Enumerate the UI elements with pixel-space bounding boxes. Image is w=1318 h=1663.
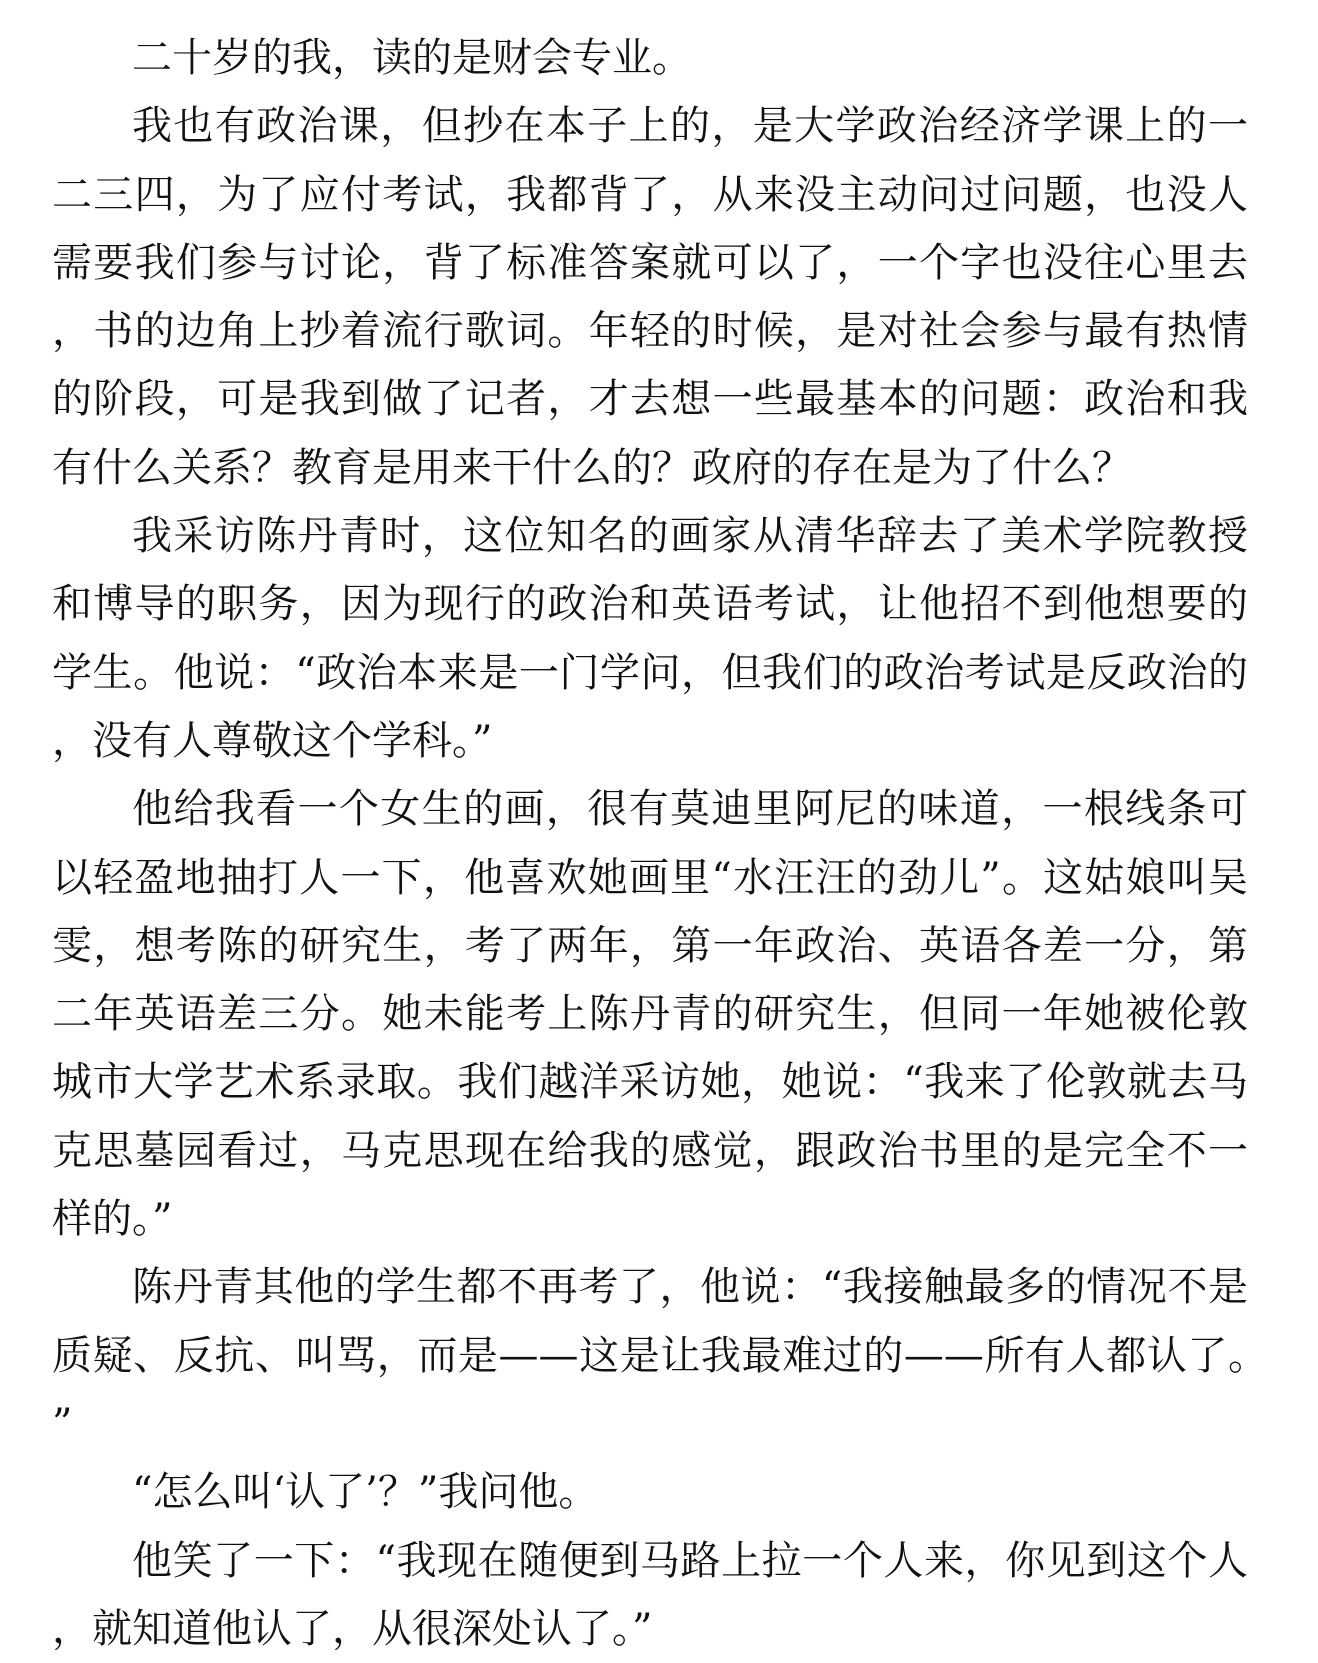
book-page bbox=[52, 24, 1248, 1663]
paragraph: 陈丹青其他的学生都不再考了，他说：“我接触最多的情况不是质疑、反抗、叫骂，而是——这是让我最难过的——所有人都认了。” bbox=[52, 1264, 1248, 1447]
paragraph: 二十岁的我，读的是财会专业。 bbox=[132, 35, 692, 81]
paragraph: 他给我看一个女生的画，很有莫迪里阿尼的味道，一根线条可以轻盈地抽打人一下，他喜欢她画里“水汪汪的劲儿”。这姑娘叫吴雯，想考陈的研究生，考了两年，第一年政治、英语各差一分，第二年英语差三分。她未能考上陈丹青的研究生，但同一年她被伦敦城市大学艺术系录取。我们越洋采访她，她说：“我来了伦敦就去马克思墓园看过，马克思现在给我的感觉，跟政治书里的是完全不一样的。” bbox=[52, 786, 1248, 1243]
paragraph: 我也有政治课，但抄在本子上的，是大学政治经济学课上的一二三四，为了应付考试，我都背了，从来没主动问过问题，也没人需要我们参与讨论，背了标准答案就可以了，一个字也没往心里去，书的边角上抄着流行歌词。年轻的时候，是对社会参与最有热情的阶段，可是我到做了记者，才去想一些最基本的问题：政治和我有什么关系？教育是用来干什么的？政府的存在是为了什么？ bbox=[52, 103, 1248, 491]
paragraph: 他笑了一下：“我现在随便到马路上拉一个人来，你见到这个人，就知道他认了，从很深处认了。” bbox=[52, 1537, 1248, 1652]
paragraph: “怎么叫‘认了’？”我问他。 bbox=[132, 1469, 599, 1516]
paragraph: 我采访陈丹青时，这位知名的画家从清华辞去了美术学院教授和博导的职务，因为现行的政治和英语考试，让他招不到他想要的学生。他说：“政治本来是一门学问，但我们的政治考试是反政治的，没有人尊敬这个学科。” bbox=[52, 513, 1248, 764]
